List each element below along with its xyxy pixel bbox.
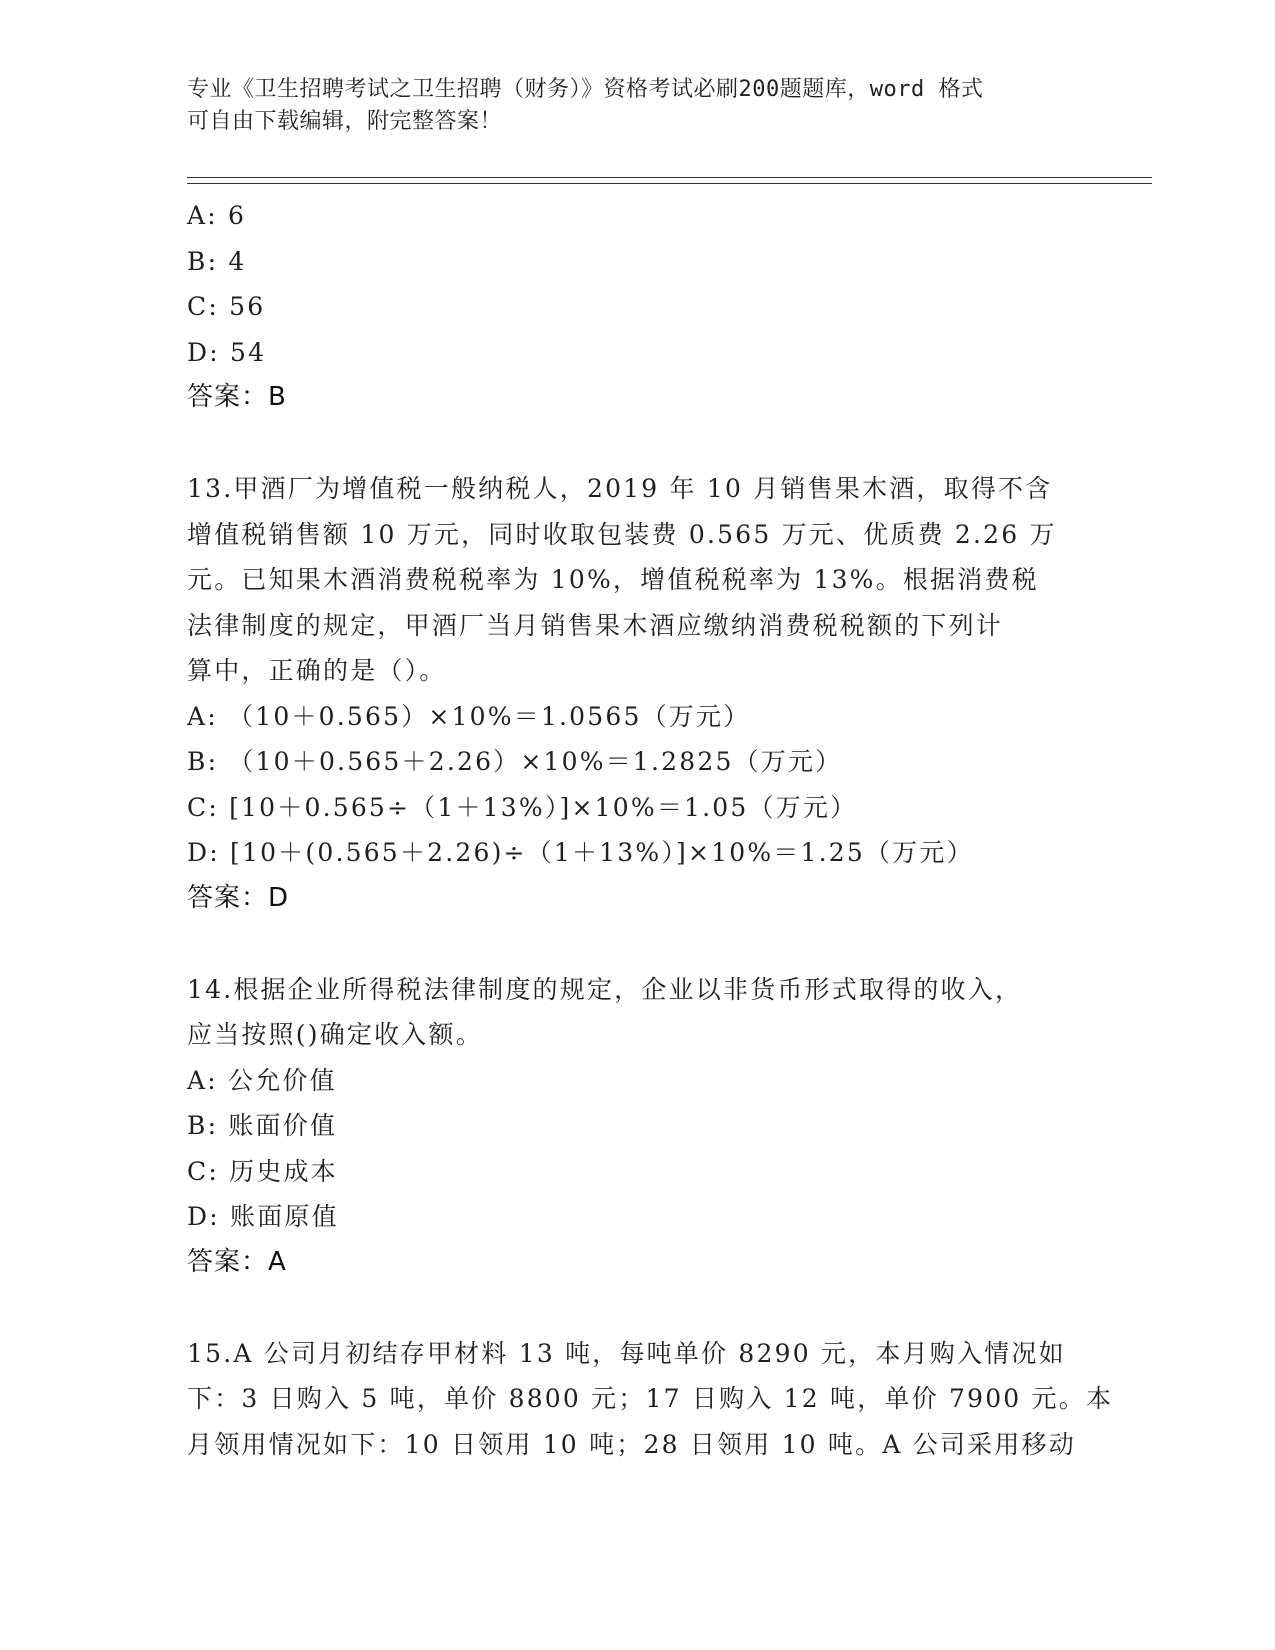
q13-answer: 答案：D (187, 882, 290, 913)
question-13 (187, 466, 1087, 921)
q13-stem-line-1: 13.甲酒厂为增值税一般纳税人，2019 年 10 月销售果木酒，取得不含 (187, 474, 1053, 503)
header-title-line-1: 专业《卫生招聘考试之卫生招聘（财务）》资格考试必刷200题题库，word 格式 (187, 77, 984, 102)
q13-stem-line-2: 增值税销售额 10 万元，同时收取包装费 0.565 万元、优质费 2.26 万 (187, 519, 1057, 549)
header-title-line-2: 可自由下载编辑，附完整答案！ (187, 109, 503, 134)
q15-stem-line-2: 下：3 日购入 5 吨，单价 8800 元；17 日购入 12 吨，单价 7900 元。本 (187, 1384, 1114, 1413)
spacer (187, 421, 1087, 467)
q14-option-a: A: 公允价值 (187, 1065, 337, 1095)
q13-option-a: A: （10＋0.565）×10%＝1.0565（万元） (187, 701, 751, 731)
spacer (187, 1285, 1087, 1331)
document-header (187, 74, 1067, 138)
q14-option-d: D: 账面原值 (187, 1202, 339, 1231)
q14-option-b: B: 账面价值 (187, 1111, 338, 1140)
q13-stem-line-5: 算中，正确的是（）。 (187, 656, 447, 685)
q14-stem-line-2: 应当按照()确定收入额。 (187, 1020, 483, 1049)
q15-stem-line-3: 月领用情况如下：10 日领用 10 吨；28 日领用 10 吨。A 公司采用移动 (187, 1429, 1076, 1459)
q15-stem-line-1: 15.A 公司月初结存甲材料 13 吨，每吨单价 8290 元，本月购入情况如 (187, 1338, 1066, 1368)
spacer (187, 921, 1087, 967)
q14-answer: 答案：A (187, 1246, 287, 1277)
header-divider-bottom (187, 183, 1152, 184)
q12-option-d: D: 54 (187, 337, 267, 367)
q13-stem-line-3: 元。已知果木酒消费税税率为 10%，增值税税率为 13%。根据消费税 (187, 565, 1039, 594)
q13-option-d: D: [10＋(0.565＋2.26)÷（1＋13%）]×10%＝1.25（万元） (187, 838, 974, 867)
document-body (187, 193, 1114, 1467)
q13-stem-line-4: 法律制度的规定，甲酒厂当月销售果木酒应缴纳消费税税额的下列计 (187, 610, 1004, 640)
q12-option-b: B: 4 (187, 246, 247, 276)
q13-option-b: B: （10＋0.565＋2.26）×10%＝1.2825（万元） (187, 747, 843, 776)
question-12 (187, 193, 1087, 421)
header-divider-top (187, 177, 1152, 178)
q13-option-c: C: [10＋0.565÷（1＋13%）]×10%＝1.05（万元） (187, 792, 858, 822)
q14-stem-line-1: 14.根据企业所得税法律制度的规定，企业以非货币形式取得的收入， (187, 974, 1023, 1004)
q14-option-c: C: 历史成本 (187, 1156, 338, 1186)
q12-option-a: A: 6 (187, 201, 247, 230)
question-15 (187, 1331, 1114, 1468)
q12-answer: 答案：B (187, 382, 287, 412)
q12-option-c: C: 56 (187, 292, 266, 321)
question-14 (187, 967, 1087, 1286)
